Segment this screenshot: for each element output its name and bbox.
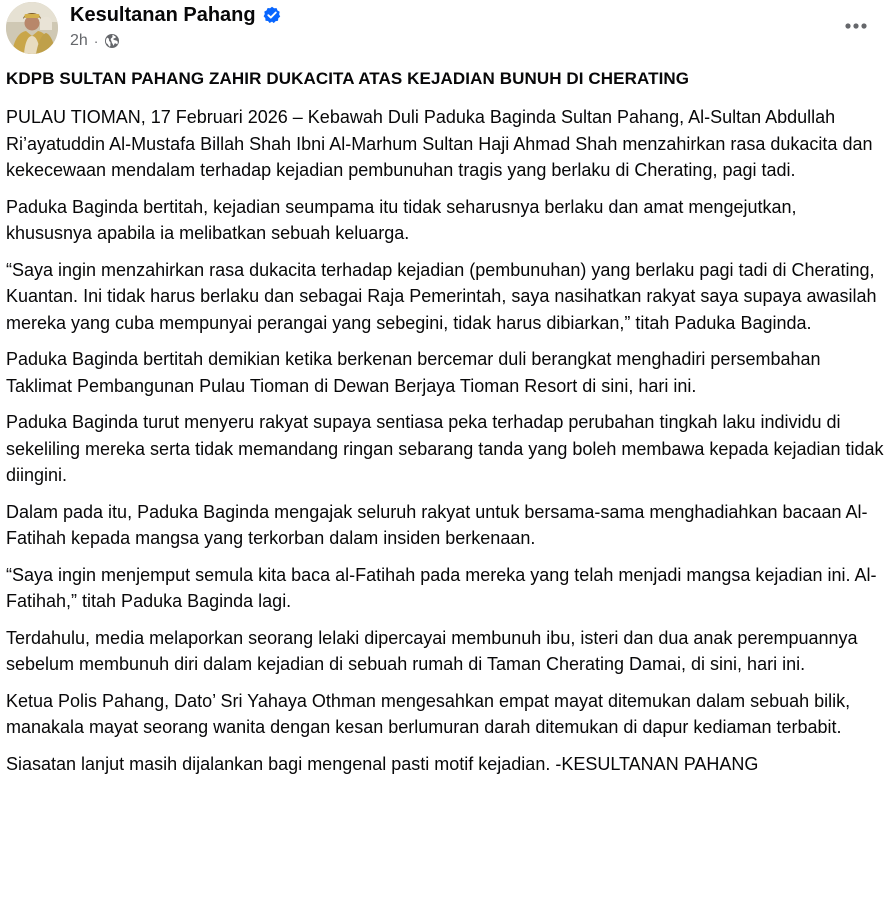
post-paragraph: “Saya ingin menjemput semula kita baca al-Fatihah pada mereka yang telah menjadi mangsa kejadian ini. Al-Fatihah,” titah Paduka Baginda lagi. [6,564,877,611]
post-paragraph: Paduka Baginda turut menyeru rakyat supaya sentiasa peka terhadap perubahan tingkah laku individu di sekeliling mereka serta tidak memandang ringan sebarang tanda yang boleh membawa kepada kejadian tidak diingini. [6,412,884,485]
more-options-button[interactable] [836,8,876,44]
verified-badge-icon [263,6,281,24]
post-paragraph: “Saya ingin menzahirkan rasa dukacita terhadap kejadian (pembunuhan) yang berlaku pagi tadi di Cherating, Kuantan. Ini tidak harus berlaku dan sebagai Raja Pemerintah, saya nasihatkan rakyat saya supaya awasilah mereka yang cuba mempunyai perangai yang sebegini, tidak harus dibiarkan,” titah Paduka Baginda. [6,259,877,333]
post-paragraph: Paduka Baginda bertitah, kejadian seumpama itu tidak seharusnya berlaku dan amat mengejutkan, khususnya apabila ia melibatkan sebuah keluarga. [6,196,797,243]
avatar-portrait-icon [6,2,58,54]
post-paragraph: Terdahulu, media melaporkan seorang lelaki dipercayai membunuh ibu, isteri dan dua anak perempuannya sebelum membunuh diri dalam kejadian di sebuah rumah di Taman Cherating Damai, di sini, hari ini. [6,627,858,674]
profile-avatar[interactable] [6,2,58,54]
post-paragraph: Dalam pada itu, Paduka Baginda mengajak seluruh rakyat untuk bersama-sama menghadiahkan bacaan Al-Fatihah kepada mangsa yang terkorban dalam insiden berkenaan. [6,501,868,548]
post-meta [70,31,120,51]
author-name-link[interactable]: Kesultanan Pahang [70,3,256,26]
meta-separator: · [93,33,99,49]
post-timestamp[interactable]: 2h [70,32,88,49]
more-options-icon [844,22,868,30]
post-content [6,66,886,787]
post-paragraph: Paduka Baginda bertitah demikian ketika berkenan bercemar duli berangkat menghadiri persembahan Taklimat Pembangunan Pulau Tioman di Dewan Berjaya Tioman Resort di sini, hari ini. [6,349,821,396]
post-paragraph: Siasatan lanjut masih dijalankan bagi mengenal pasti motif kejadian. -KESULTANAN PAHANG [6,753,759,774]
post-paragraph: Ketua Polis Pahang, Dato’ Sri Yahaya Othman mengesahkan empat mayat ditemukan dalam sebuah bilik, manakala mayat seorang wanita dengan kesan berlumuran darah ditemukan di dapur kediaman terbabit. [6,690,851,737]
post-header [0,0,894,62]
post-headline: KDPB SULTAN PAHANG ZAHIR DUKACITA ATAS KEJADIAN BUNUH DI CHERATING [6,69,690,88]
author-row [70,3,281,27]
globe-icon[interactable] [104,33,120,49]
post-paragraph: PULAU TIOMAN, 17 Februari 2026 – Kebawah Duli Paduka Baginda Sultan Pahang, Al-Sultan Abdullah Ri’ayatuddin Al-Mustafa Billah Shah Ibni Al-Marhum Sultan Haji Ahmad Shah menzahirkan rasa dukacita dan kekecewaan mendalam terhadap kejadian pembunuhan tragis yang berlaku di Cherating, pagi tadi. [6,107,873,180]
